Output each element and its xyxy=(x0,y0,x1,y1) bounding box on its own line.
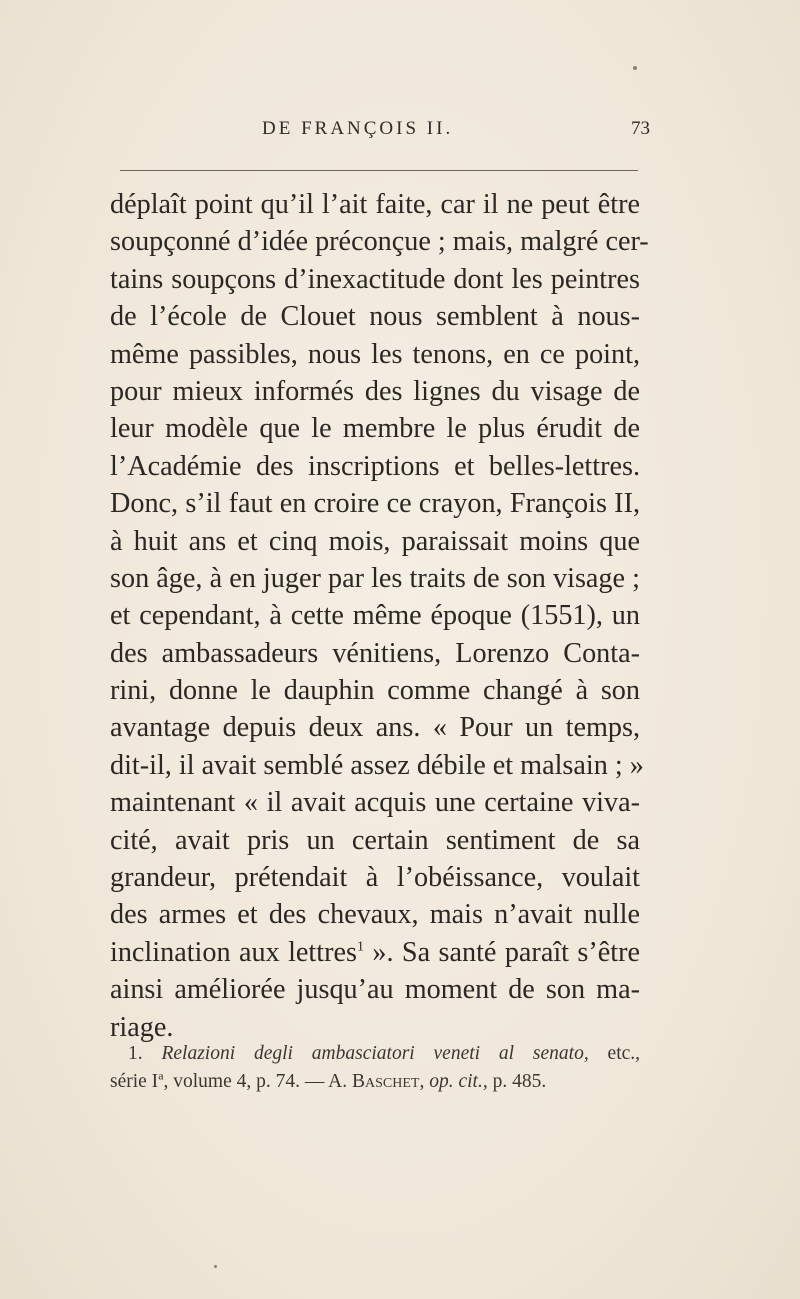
text-line: à huit ans et cinq mois, paraissait moins que xyxy=(110,525,640,557)
footnote-superscript: a xyxy=(158,1068,164,1083)
footnote-reference: 1 xyxy=(356,939,364,955)
text-line: son âge, à en juger par les traits de son visage ; xyxy=(110,562,640,594)
text-line: soupçonné d’idée préconçue ; mais, malgré cer- xyxy=(110,226,649,258)
text-line: leur modèle que le membre le plus érudit de xyxy=(110,413,640,445)
paper-speck xyxy=(214,1265,217,1268)
text-line: maintenant « il avait acquis une certaine viva- xyxy=(110,787,640,819)
text-segment: ». Sa santé paraît s’être xyxy=(363,936,641,968)
text-line: riage. xyxy=(110,1011,174,1043)
running-title: DE FRANÇOIS II. xyxy=(262,118,454,139)
main-paragraph xyxy=(110,186,649,1046)
text-line-with-footnote-ref xyxy=(110,934,640,971)
text-line: des armes et des chevaux, mais n’avait nulle xyxy=(110,899,640,931)
footnote-title: Relazioni degli ambasciatori veneti al senato, xyxy=(161,1043,589,1064)
text-line: déplaît point qu’il l’ait faite, car il ne peut être xyxy=(110,189,640,220)
footnote-text: , volume 4, p. 74. — A. xyxy=(163,1071,353,1092)
footnote-line xyxy=(110,1068,640,1096)
running-head xyxy=(110,118,650,148)
footnote-author: Baschet xyxy=(352,1071,420,1092)
text-line: cité, avait pris un certain sentiment de sa xyxy=(110,824,640,856)
text-line: de l’école de Clouet nous semblent à nous- xyxy=(110,301,640,333)
page-number: 73 xyxy=(631,118,650,139)
text-line: avantage depuis deux ans. « Pour un temps, xyxy=(110,712,640,744)
text-line: et cependant, à cette même époque (1551), un xyxy=(110,600,640,632)
text-line: tains soupçons d’inexactitude dont les peintres xyxy=(110,263,640,295)
text-line: Donc, s’il faut en croire ce crayon, François II, xyxy=(110,488,640,520)
text-line: des ambassadeurs vénitiens, Lorenzo Conta- xyxy=(110,637,640,669)
text-line: ainsi améliorée jusqu’au moment de son ma- xyxy=(110,974,640,1006)
footnote-text: p. 485. xyxy=(487,1071,547,1092)
paper-speck xyxy=(633,66,637,70)
text-line: grandeur, prétendait à l’obéissance, voulait xyxy=(110,862,640,894)
header-rule xyxy=(120,170,638,171)
text-line: même passibles, nous les tenons, en ce point, xyxy=(110,338,640,370)
footnote-number: 1. xyxy=(128,1043,143,1064)
footnote-line xyxy=(110,1040,640,1068)
text-line: pour mieux informés des lignes du visage de xyxy=(110,375,640,407)
text-segment: inclination aux lettres xyxy=(110,936,357,968)
footnote xyxy=(110,1040,640,1096)
text-line: dit-il, il avait semblé assez débile et malsain ; » xyxy=(110,749,644,781)
footnote-text: etc., xyxy=(588,1043,641,1064)
footnote-text: , xyxy=(419,1071,430,1092)
footnote-opcit: op. cit., xyxy=(429,1071,488,1092)
text-line: l’Académie des inscriptions et belles-lettres. xyxy=(110,450,640,482)
footnote-text: série I xyxy=(110,1071,159,1092)
text-line: rini, donne le dauphin comme changé à son xyxy=(110,675,640,707)
